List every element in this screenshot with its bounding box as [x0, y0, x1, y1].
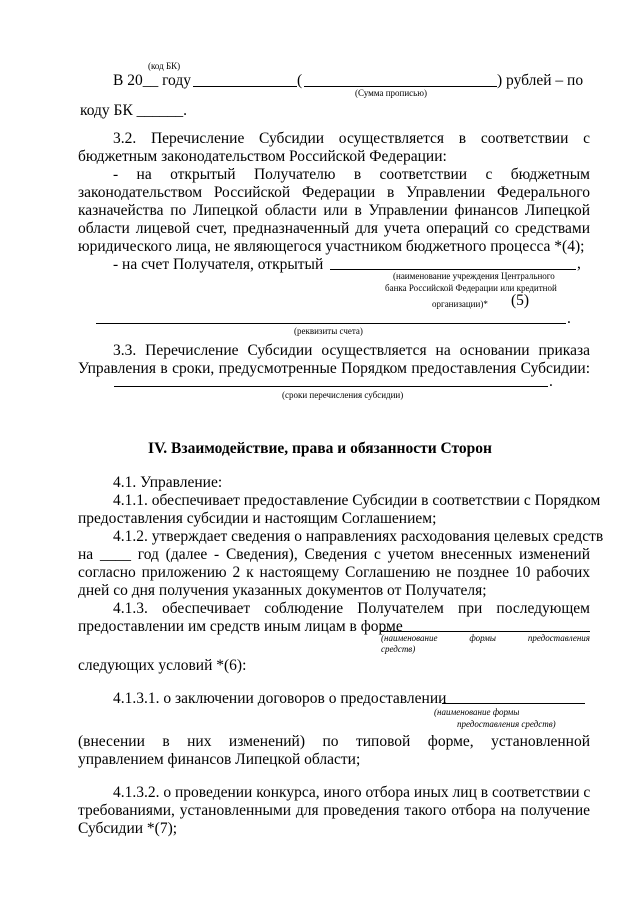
p4131-line-1: 4.1.3.1. о заключении договоров о предоставлении: [113, 690, 447, 707]
p32-line-5: казначейства по Липецкой области или в Управлении финансов Липецкой: [78, 202, 590, 219]
p412-line-1: 4.1.2. утверждает сведения о направлениях расходования целевых средств: [113, 528, 604, 545]
p4111-line-1: 4.1.1. обеспечивает предоставление Субсидии в соответствии с Порядком: [113, 492, 601, 509]
account-line-dot: .: [567, 310, 571, 327]
rubles-tail: ) рублей – по: [497, 72, 584, 89]
p4111-line-2: предоставления субсидии и настоящим Соглашением;: [78, 510, 437, 527]
kod-bk-line: коду БК ______.: [80, 102, 188, 119]
p4132-line-3: Субсидии *(7);: [78, 820, 178, 837]
p411-line: 4.1. Управление:: [113, 474, 223, 491]
kod-bk-caption: (код БК): [148, 61, 181, 71]
bank-caption-3: организации)*: [432, 299, 488, 309]
funding-form-caption-2: средств): [381, 644, 416, 654]
account-details-blank-line: [96, 323, 566, 324]
section-heading: IV. Взаимодействие, права и обязанности Сторон: [148, 440, 492, 457]
p412-line-2: на ____ год (далее - Сведения), Сведения с учетом внесенных изменений: [78, 546, 590, 563]
p413-line-2: предоставлении им средств иным лицам в форме: [78, 618, 403, 635]
p32-line-1: 3.2. Перечисление Субсидии осуществляется в соответствии с: [113, 130, 590, 147]
p32-line-3: - на открытый Получателю в соответствии с бюджетным: [113, 166, 590, 183]
p413-line-3: следующих условий *(6):: [78, 657, 247, 674]
open-paren: (: [297, 72, 303, 89]
p4132-line-2: требованиями, установленными для проведения такого отбора на получение: [78, 802, 590, 819]
bank-line-comma: ,: [577, 255, 581, 272]
bank-name-blank-line: [330, 269, 576, 270]
p413-line-1: 4.1.3. обеспечивает соблюдение Получателем при последующем: [113, 600, 590, 617]
footnote-5: (5): [511, 292, 530, 309]
p412-line-4: дней со дня получения указанных документов от Получателя;: [78, 582, 487, 599]
terms-blank-line: [114, 386, 548, 387]
terms-line-dot: .: [549, 373, 553, 390]
contract-form-blank-line: [442, 703, 585, 704]
p4132-line-1: 4.1.3.2. о проведении конкурса, иного отбора иных лиц в соответствии с: [113, 784, 591, 801]
p4131-line-3: управлением финансов Липецкой области;: [78, 751, 361, 768]
account-details-caption: (реквизиты счета): [294, 326, 363, 336]
p32-line-4: законодательством Российской Федерации в Управлении Федерального: [78, 184, 590, 201]
contract-form-caption-2: предоставления средств): [457, 719, 556, 729]
sum-caption: (Сумма прописью): [355, 88, 427, 98]
funding-form-caption-1: (наименование формы предоставления: [381, 633, 590, 643]
funding-form-blank-line: [381, 631, 590, 632]
p32-line-8: - на счет Получателя, открытый: [113, 256, 324, 273]
p32-line-6: области лицевой счет, предназначенный для учета операций со средствами: [78, 220, 590, 237]
p33-line-2: Управления в сроки, предусмотренные Порядком предоставления Субсидии:: [78, 360, 590, 377]
terms-caption: (сроки перечисления субсидии): [282, 390, 404, 400]
year-line: В 20__ году: [113, 72, 191, 89]
p412-line-3: согласно приложению 2 к настоящему Соглашению не позднее 10 рабочих: [78, 564, 590, 581]
sum-words-blank-line: [304, 86, 497, 87]
p33-line-1: 3.3. Перечисление Субсидии осуществляется на основании приказа: [113, 342, 590, 359]
bank-caption-2: банка Российской Федерации или кредитной: [385, 283, 557, 293]
amount-blank-line: [193, 86, 297, 87]
p4131-line-2: (внесении в них изменений) по типовой форме, установленной: [78, 733, 590, 750]
bank-caption-1: (наименование учреждения Центрального: [393, 271, 555, 281]
p32-line-2: бюджетным законодательством Российской Федерации:: [78, 148, 447, 165]
p32-line-7: юридического лица, не являющегося участником бюджетного процесса *(4);: [78, 238, 585, 255]
contract-form-caption-1: (наименование формы: [434, 707, 520, 717]
